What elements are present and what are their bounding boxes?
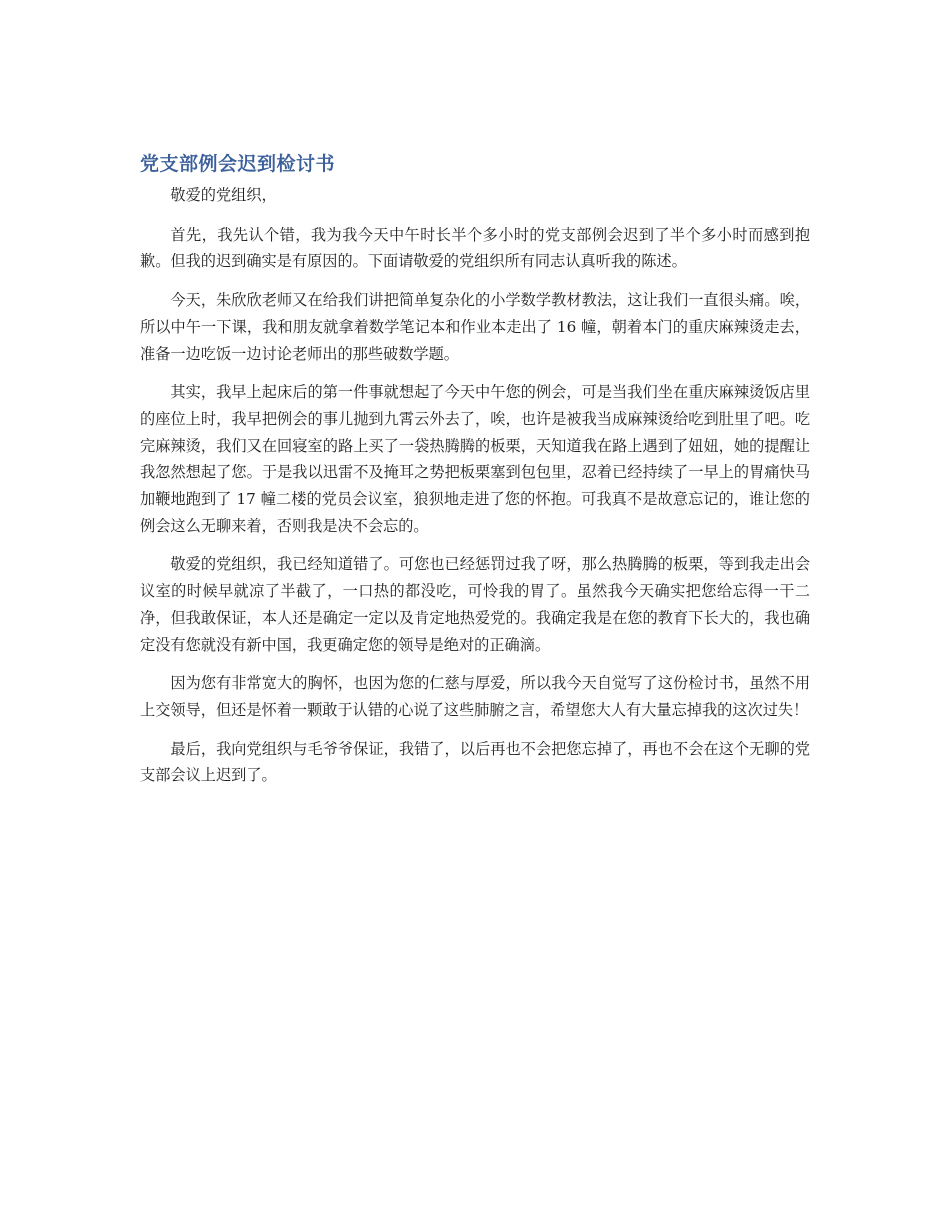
document-body xyxy=(140,150,810,801)
paragraph-apology: 敬爱的党组织，我已经知道错了。可您也已经惩罚过我了呀，那么热腾腾的板栗，等到我走出会议室的时候早就凉了半截了，一口热的都没吃，可怜我的胃了。虽然我今天确实把您给忘得一干二净，但我敢保证，本人还是确定一定以及肯定地热爱党的。我确定我是在您的教育下长大的，我也确定没有您就没有新中国，我更确定您的领导是绝对的正确滴。 xyxy=(140,555,810,654)
paragraph-reflection: 因为您有非常宽大的胸怀，也因为您的仁慈与厚爱，所以我今天自觉写了这份检讨书，虽然不用上交领导，但还是怀着一颗敢于认错的心说了这些肺腑之言，希望您大人有大量忘掉我的这次过失！ xyxy=(140,674,810,719)
document-title: 党支部例会迟到检讨书 xyxy=(140,153,336,175)
paragraph-intro: 首先，我先认个错，我为我今天中午时长半个多小时的党支部例会迟到了半个多小时而感到抱歉。但我的迟到确实是有原因的。下面请敬爱的党组织所有同志认真听我的陈述。 xyxy=(140,225,810,271)
paragraph-explanation: 其实，我早上起床后的第一件事就想起了今天中午您的例会，可是当我们坐在重庆麻辣烫饭店里的座位上时，我早把例会的事儿抛到九霄云外去了，唉，也许是被我当成麻辣烫给吃到肚里了吧。吃完麻辣烫，我们又在回寝室的路上买了一袋热腾腾的板栗，天知道我在路上遇到了妞妞，她的提醒让我忽然想起了您。于是我以迅雷不及掩耳之势把板栗塞到包包里，忍着已经持续了一早上的胃痛快马加鞭地跑到了 17 幢二楼的党员会议室，狼狈地走进了您的怀抱。可我真不是故意忘记的，谁让您的例会这么无聊来着，否则我是决不会忘的。 xyxy=(140,383,810,535)
salutation: 敬爱的党组织， xyxy=(170,186,277,204)
paragraph-today: 今天，朱欣欣老师又在给我们讲把简单复杂化的小学数学教材教法，这让我们一直很头痛。唉，所以中午一下课，我和朋友就拿着数学笔记本和作业本走出了 16 幢，朝着本门的重庆麻辣烫走去，准备一边吃饭一边讨论老师出的那些破数学题。 xyxy=(140,291,810,363)
paragraph-closing: 最后，我向党组织与毛爷爷保证，我错了，以后再也不会把您忘掉了，再也不会在这个无聊的党支部会议上迟到了。 xyxy=(140,739,810,785)
